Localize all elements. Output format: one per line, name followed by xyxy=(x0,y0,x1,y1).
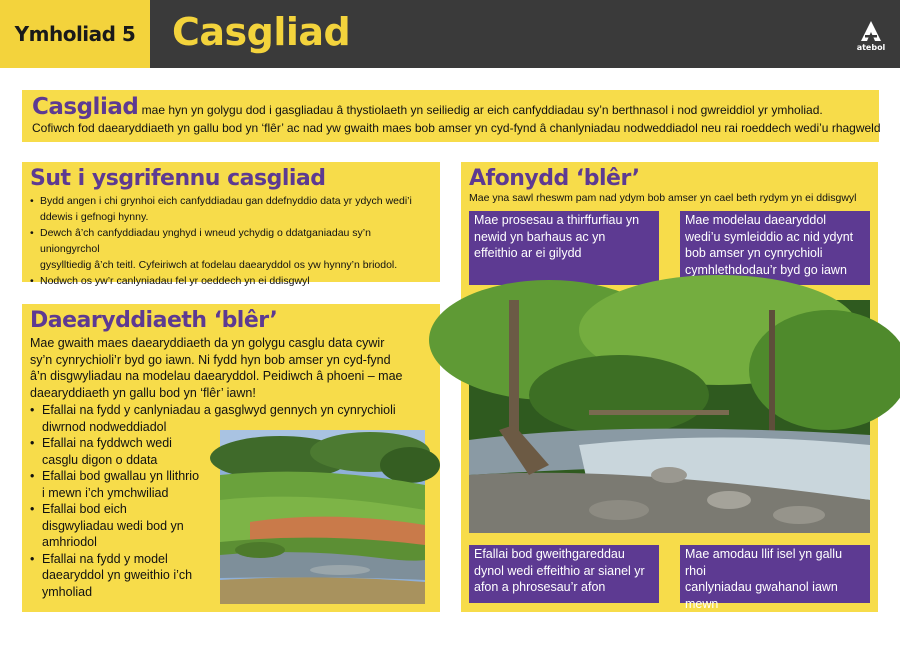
paragraph-line: Mae gwaith maes daearyddiaeth da yn golygu casglu data cywir xyxy=(30,336,385,350)
intro-line xyxy=(32,94,869,120)
logo-text: atebol xyxy=(856,43,886,52)
list-item-line: i mewn i’ch ymchwiliad xyxy=(42,485,169,500)
reason-line: bob amser yn cynrychioli xyxy=(685,246,823,260)
reason-box-flow-conditions xyxy=(680,545,870,644)
how-to-list xyxy=(30,193,432,289)
list-item-line: daearyddol yn gweithio i’ch xyxy=(42,568,193,582)
messy-geography-box xyxy=(22,304,440,612)
reason-line: Mae modelau daearyddol xyxy=(685,213,827,227)
reason-line: cymhariaeth ag amodau llif uchel xyxy=(685,613,835,644)
messy-paragraph xyxy=(30,335,432,401)
reason-box-human-activity xyxy=(469,545,659,603)
list-item-line: disgwyliadau wedi bod yn xyxy=(42,518,184,533)
reason-line: cymhlethdodau’r byd go iawn xyxy=(685,262,847,277)
list-item-continued: gysylltiedig â’ch teitl. Cyfeiriwch at fodelau daearyddol os yw hynny’n briodol. xyxy=(40,259,398,271)
reason-line: dynol wedi effeithio ar sianel yr xyxy=(474,563,645,578)
reason-line: Efallai bod gweithgareddau xyxy=(474,547,625,561)
list-item-line: amhriodol xyxy=(42,535,97,549)
reason-line: canlyniadau gwahanol iawn mewn xyxy=(685,580,838,611)
list-item: • Dewch â’ch canfyddiadau ynghyd i wneud ychydig o ddatganiadau sy’n uniongyrchol xyxy=(30,225,432,257)
publisher-logo xyxy=(856,20,886,60)
reason-line: Mae prosesau a thirffurfiau yn xyxy=(474,213,640,227)
messy-rivers-subtitle: Mae yna sawl rheswm pam nad ydym bob amser yn cael beth rydym yn ei ddisgwyl xyxy=(469,192,857,204)
list-item-continued: ddewis i gefnogi hynny. xyxy=(40,211,149,223)
list-item xyxy=(30,435,220,468)
reason-box-models xyxy=(680,211,870,285)
list-item-line: casglu digon o ddata xyxy=(42,452,158,467)
messy-geography-heading: Daearyddiaeth ‘blêr’ xyxy=(30,308,278,333)
paragraph-line: â’n disgwyliadau na modelau daearyddol. Peidiwch â phoeni – mae xyxy=(30,369,403,383)
river-photo xyxy=(469,300,870,533)
list-item: • Bydd angen i chi grynhoi eich canfyddiadau gan ddefnyddio data yr ydych wedi’i xyxy=(30,193,432,209)
publisher-logo-icon xyxy=(860,20,882,42)
reason-line: Mae amodau llif isel yn gallu rhoi xyxy=(685,547,843,578)
paragraph-line: sy’n cynrychioli’r byd go iawn. Ni fydd hyn bob amser yn cyd-fynd xyxy=(30,352,391,367)
list-item-line: • Efallai na fydd y model xyxy=(42,551,168,566)
reason-line: newid yn barhaus ac yn xyxy=(474,229,606,244)
list-item: • Nodwch os yw’r canlyniadau fel yr oeddech yn ei ddisgwyl xyxy=(30,273,432,289)
list-item-line: • Efallai na fydd y canlyniadau a gasglwyd gennych yn cynrychioli xyxy=(42,403,396,417)
unit-label: Ymholiad 5 xyxy=(14,22,136,46)
reason-line: afon a phrosesau’r afon xyxy=(474,580,606,594)
intro-box xyxy=(22,90,879,142)
list-item-line: ymholiad xyxy=(42,584,93,599)
header-bar xyxy=(0,0,900,68)
list-item xyxy=(30,501,220,551)
list-item xyxy=(30,551,220,601)
list-item-line: • Efallai bod gwallau yn llithrio xyxy=(42,469,200,483)
how-to-box xyxy=(22,162,440,287)
reason-line: effeithio ar ei gilydd xyxy=(474,246,582,260)
paragraph-line: daearyddiaeth yn gallu bod yn ‘flêr’ iawn! xyxy=(30,385,256,400)
list-item xyxy=(30,468,220,501)
list-item-line: • Efallai bod eich xyxy=(42,502,127,516)
list-item-line: diwrnod nodweddiadol xyxy=(42,419,167,434)
intro-text-1: mae hyn yn golygu dod i gasgliadau â thystiolaeth yn seiliedig ar eich canfyddiadau sy’n berthnasol i nod gwreiddiol yr ymholiad. xyxy=(138,103,823,117)
how-to-heading: Sut i ysgrifennu casgliad xyxy=(30,166,326,191)
messy-rivers-box xyxy=(461,162,878,644)
reason-box-processes xyxy=(469,211,659,285)
list-item-line: • Efallai na fyddwch wedi xyxy=(42,436,172,450)
unit-tab xyxy=(0,0,150,68)
intro-heading: Casgliad xyxy=(32,94,139,120)
reason-line: wedi’u symleiddio ac nid ydynt xyxy=(685,229,854,244)
intro-text-2: Cofiwch fod daearyddiaeth yn gallu bod yn ‘flêr’ ac nad yw gwaith maes bob amser yn cyd-fynd â chanlyniadau nodweddiadol neu rai roeddech wedi’u rhagweld xyxy=(32,121,881,135)
field-stream-photo xyxy=(220,430,425,604)
messy-rivers-heading: Afonydd ‘blêr’ xyxy=(469,166,640,191)
page-title: Casgliad xyxy=(172,10,351,54)
